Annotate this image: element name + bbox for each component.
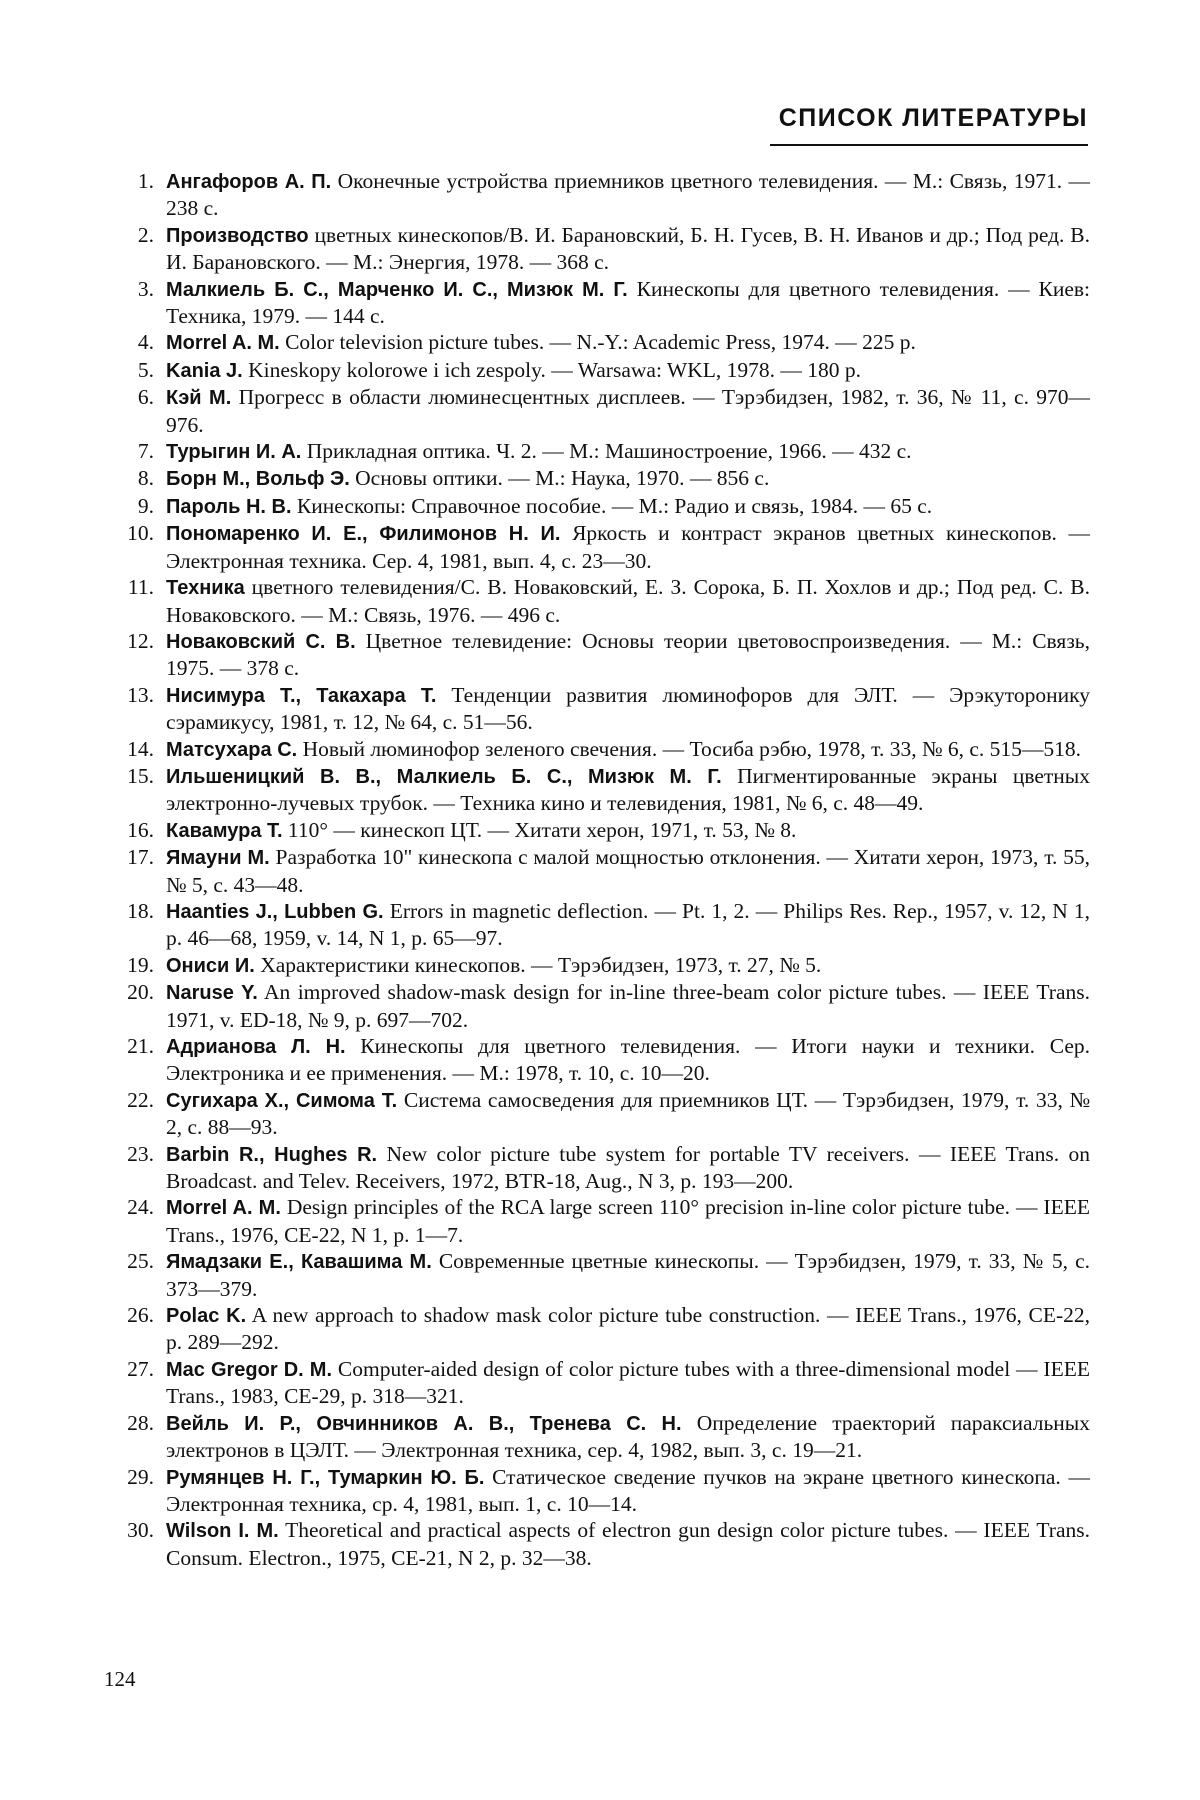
reference-number: 30. bbox=[100, 1517, 154, 1543]
reference-author: Morrel A. M. bbox=[166, 1197, 281, 1219]
reference-author: Нисимура Т., Такахара Т. bbox=[166, 685, 436, 707]
reference-number: 9. bbox=[100, 493, 154, 519]
reference-author: Кавамура Т. bbox=[166, 820, 283, 842]
reference-author: Haanties J., Lubben G. bbox=[166, 901, 384, 923]
reference-number: 25. bbox=[100, 1248, 154, 1274]
reference-author: Ильшеницкий В. В., Малкиель Б. С., Мизюк М. Г. bbox=[166, 766, 722, 788]
reference-entry bbox=[100, 357, 1090, 384]
reference-entry bbox=[100, 1194, 1090, 1248]
reference-author: Morrel A. M. bbox=[166, 332, 280, 354]
reference-number: 13. bbox=[100, 682, 154, 708]
reference-entry bbox=[100, 465, 1090, 492]
reference-author: Polac K. bbox=[166, 1305, 246, 1327]
heading-underline bbox=[770, 144, 1088, 146]
reference-entry bbox=[100, 736, 1090, 763]
reference-text: Kineskopy kolorowe i ich zespoly. — Warsawa: WKL, 1978. — 180 p. bbox=[248, 358, 861, 382]
reference-entry bbox=[100, 1356, 1090, 1410]
reference-text: A new approach to shadow mask color picture tube construction. — IEEE Trans., 1976, CE-22, p. 289—292. bbox=[166, 1303, 1090, 1354]
reference-author: Пономаренко И. Е., Филимонов Н. И. bbox=[166, 523, 560, 545]
reference-text: Характеристики кинескопов. — Тэрэбидзен, 1973, т. 27, № 5. bbox=[260, 953, 821, 977]
reference-author: Кэй М. bbox=[166, 387, 231, 409]
reference-entry bbox=[100, 222, 1090, 276]
reference-number: 21. bbox=[100, 1033, 154, 1059]
reference-entry bbox=[100, 1410, 1090, 1464]
reference-entry bbox=[100, 520, 1090, 574]
reference-entry bbox=[100, 438, 1090, 465]
reference-text: Прикладная оптика. Ч. 2. — М.: Машиностроение, 1966. — 432 с. bbox=[307, 439, 912, 463]
book-page bbox=[0, 0, 1200, 1800]
reference-entry bbox=[100, 844, 1090, 898]
reference-number: 11. bbox=[100, 574, 154, 600]
reference-author: Ямадзаки Е., Кавашима М. bbox=[166, 1251, 432, 1273]
reference-text: Прогресс в области люминесцентных дисплеев. — Тэрэбидзен, 1982, т. 36, № 11, с. 970—976. bbox=[166, 385, 1090, 436]
reference-entry bbox=[100, 384, 1090, 438]
reference-text: Theoretical and practical aspects of electron gun design color picture tubes. — IEEE Trans. Consum. Electron., 1975, CE-21, N 2, p. 32—38. bbox=[166, 1518, 1090, 1569]
reference-author: Вейль И. Р., Овчинников А. В., Тренева С. Н. bbox=[166, 1413, 682, 1435]
reference-entry bbox=[100, 1087, 1090, 1141]
reference-entry bbox=[100, 898, 1090, 952]
reference-entry bbox=[100, 1517, 1090, 1571]
reference-text: Яркость и контраст экранов цветных кинескопов. — Электронная техника. Сер. 4, 1981, вып. 4, с. 23—30. bbox=[166, 521, 1090, 572]
reference-number: 6. bbox=[100, 384, 154, 410]
reference-text: Кинескопы для цветного телевидения. — Киев: Техника, 1979. — 144 с. bbox=[166, 277, 1090, 328]
reference-author: Ангафоров А. П. bbox=[166, 171, 331, 193]
reference-number: 28. bbox=[100, 1410, 154, 1436]
reference-entry bbox=[100, 1302, 1090, 1356]
reference-text: Тенденции развития люминофоров для ЭЛТ. — Эрэкуторонику сэрамикусу, 1981, т. 12, № 64, с. 51—56. bbox=[166, 683, 1090, 734]
reference-author: Румянцев Н. Г., Тумаркин Ю. Б. bbox=[166, 1467, 484, 1489]
reference-text: Статическое сведение пучков на экране цветного кинескопа. — Электронная техника, ср. 4, 1981, вып. 1, с. 10—14. bbox=[166, 1465, 1090, 1516]
reference-number: 24. bbox=[100, 1194, 154, 1220]
reference-text: Система самосведения для приемников ЦТ. — Тэрэбидзен, 1979, т. 33, № 2, с. 88—93. bbox=[166, 1088, 1090, 1139]
reference-number: 22. bbox=[100, 1087, 154, 1113]
reference-number: 15. bbox=[100, 763, 154, 789]
reference-text: Основы оптики. — М.: Наука, 1970. — 856 с. bbox=[355, 466, 769, 490]
reference-text: Новый люминофор зеленого свечения. — Тосиба рэбю, 1978, т. 33, № 6, с. 515—518. bbox=[303, 737, 1081, 761]
reference-author: Ониси И. bbox=[166, 955, 255, 977]
reference-number: 14. bbox=[100, 736, 154, 762]
reference-list bbox=[100, 168, 1090, 1571]
reference-text: цветных кинескопов/В. И. Барановский, Б. Н. Гусев, В. Н. Иванов и др.; Под ред. В. И. Барановского. — М.: Энергия, 1978. — 368 с. bbox=[166, 223, 1090, 274]
reference-number: 4. bbox=[100, 329, 154, 355]
reference-number: 18. bbox=[100, 898, 154, 924]
reference-text: Кинескопы: Справочное пособие. — М.: Радио и связь, 1984. — 65 с. bbox=[297, 494, 932, 518]
reference-text: 110° — кинескоп ЦТ. — Хитати херон, 1971, т. 53, № 8. bbox=[288, 818, 797, 842]
reference-number: 26. bbox=[100, 1302, 154, 1328]
reference-author: Kania J. bbox=[166, 360, 243, 382]
reference-author: Mac Gregor D. M. bbox=[166, 1359, 332, 1381]
reference-text: Оконечные устройства приемников цветного телевидения. — М.: Связь, 1971. — 238 с. bbox=[166, 169, 1090, 220]
reference-entry bbox=[100, 1033, 1090, 1087]
reference-number: 19. bbox=[100, 952, 154, 978]
reference-number: 29. bbox=[100, 1464, 154, 1490]
page-heading: СПИСОК ЛИТЕРАТУРЫ bbox=[700, 104, 1088, 133]
reference-number: 27. bbox=[100, 1356, 154, 1382]
reference-author: Wilson I. M. bbox=[166, 1520, 279, 1542]
reference-entry bbox=[100, 1248, 1090, 1302]
reference-entry bbox=[100, 628, 1090, 682]
reference-text: Разработка 10" кинескопа с малой мощностью отклонения. — Хитати херон, 1973, т. 55, № 5, с. 43—48. bbox=[166, 845, 1090, 896]
reference-author: Сугихара Х., Симома Т. bbox=[166, 1090, 397, 1112]
reference-number: 3. bbox=[100, 276, 154, 302]
reference-entry bbox=[100, 763, 1090, 817]
reference-author: Борн М., Вольф Э. bbox=[166, 468, 350, 490]
reference-text: Кинескопы для цветного телевидения. — Итоги науки и техники. Сер. Электроника и ее применения. — М.: 1978, т. 10, с. 10—20. bbox=[166, 1034, 1090, 1085]
reference-number: 1. bbox=[100, 168, 154, 194]
reference-author: Турыгин И. А. bbox=[166, 441, 301, 463]
reference-author: Barbin R., Hughes R. bbox=[166, 1144, 377, 1166]
reference-text: Цветное телевидение: Основы теории цветовоспроизведения. — М.: Связь, 1975. — 378 с. bbox=[166, 629, 1090, 680]
reference-entry bbox=[100, 329, 1090, 356]
reference-entry bbox=[100, 817, 1090, 844]
reference-author: Новаковский С. В. bbox=[166, 631, 356, 653]
page-number: 124 bbox=[104, 1667, 136, 1692]
reference-text: Современные цветные кинескопы. — Тэрэбидзен, 1979, т. 33, № 5, с. 373—379. bbox=[166, 1249, 1090, 1300]
reference-number: 16. bbox=[100, 817, 154, 843]
reference-author: Адрианова Л. Н. bbox=[166, 1036, 346, 1058]
reference-entry bbox=[100, 1464, 1090, 1518]
reference-entry bbox=[100, 276, 1090, 330]
reference-entry bbox=[100, 682, 1090, 736]
reference-text: Errors in magnetic deflection. — Pt. 1, 2. — Philips Res. Rep., 1957, v. 12, N 1, p. 46—68, 1959, v. 14, N 1, p. 65—97. bbox=[166, 899, 1090, 950]
reference-entry bbox=[100, 952, 1090, 979]
reference-number: 8. bbox=[100, 465, 154, 491]
reference-entry bbox=[100, 168, 1090, 222]
reference-text: New color picture tube system for portable TV receivers. — IEEE Trans. on Broadcast. and Telev. Receivers, 1972, BTR-18, Aug., N 3, p. 193—200. bbox=[166, 1142, 1090, 1193]
reference-number: 2. bbox=[100, 222, 154, 248]
reference-entry bbox=[100, 979, 1090, 1033]
reference-text: Computer-aided design of color picture tubes with a three-dimensional model — IEEE Trans., 1983, CE-29, p. 318—321. bbox=[166, 1357, 1090, 1408]
reference-author: Производство bbox=[166, 225, 309, 247]
reference-entry bbox=[100, 1141, 1090, 1195]
reference-entry bbox=[100, 574, 1090, 628]
reference-number: 7. bbox=[100, 438, 154, 464]
reference-number: 20. bbox=[100, 979, 154, 1005]
reference-author: Техника bbox=[166, 577, 245, 599]
reference-entry bbox=[100, 493, 1090, 520]
reference-author: Naruse Y. bbox=[166, 982, 258, 1004]
reference-text: Design principles of the RCA large screen 110° precision in-line color picture tube. — IEEE Trans., 1976, CE-22, N 1, p. 1—7. bbox=[166, 1195, 1090, 1246]
reference-text: Color television picture tubes. — N.-Y.: Academic Press, 1974. — 225 p. bbox=[285, 330, 916, 354]
reference-text: Пигментированные экраны цветных электронно-лучевых трубок. — Техника кино и телевидения, 1981, № 6, с. 48—49. bbox=[166, 764, 1090, 815]
reference-text: Определение траекторий параксиальных электронов в ЦЭЛТ. — Электронная техника, сер. 4, 1982, вып. 3, с. 19—21. bbox=[166, 1411, 1090, 1462]
reference-author: Матсухара С. bbox=[166, 739, 297, 761]
reference-number: 12. bbox=[100, 628, 154, 654]
reference-number: 23. bbox=[100, 1141, 154, 1167]
reference-number: 5. bbox=[100, 357, 154, 383]
reference-text: цветного телевидения/С. В. Новаковский, Е. З. Сорока, Б. П. Хохлов и др.; Под ред. С. В. Новаковского. — М.: Связь, 1976. — 496 с. bbox=[166, 575, 1090, 626]
reference-author: Малкиель Б. С., Марченко И. С., Мизюк М. Г. bbox=[166, 279, 628, 301]
reference-author: Пароль Н. В. bbox=[166, 496, 292, 518]
reference-number: 17. bbox=[100, 844, 154, 870]
reference-author: Ямауни М. bbox=[166, 847, 270, 869]
reference-number: 10. bbox=[100, 520, 154, 546]
reference-text: An improved shadow-mask design for in-line three-beam color picture tubes. — IEEE Trans. 1971, v. ED-18, № 9, p. 697—702. bbox=[166, 980, 1090, 1031]
